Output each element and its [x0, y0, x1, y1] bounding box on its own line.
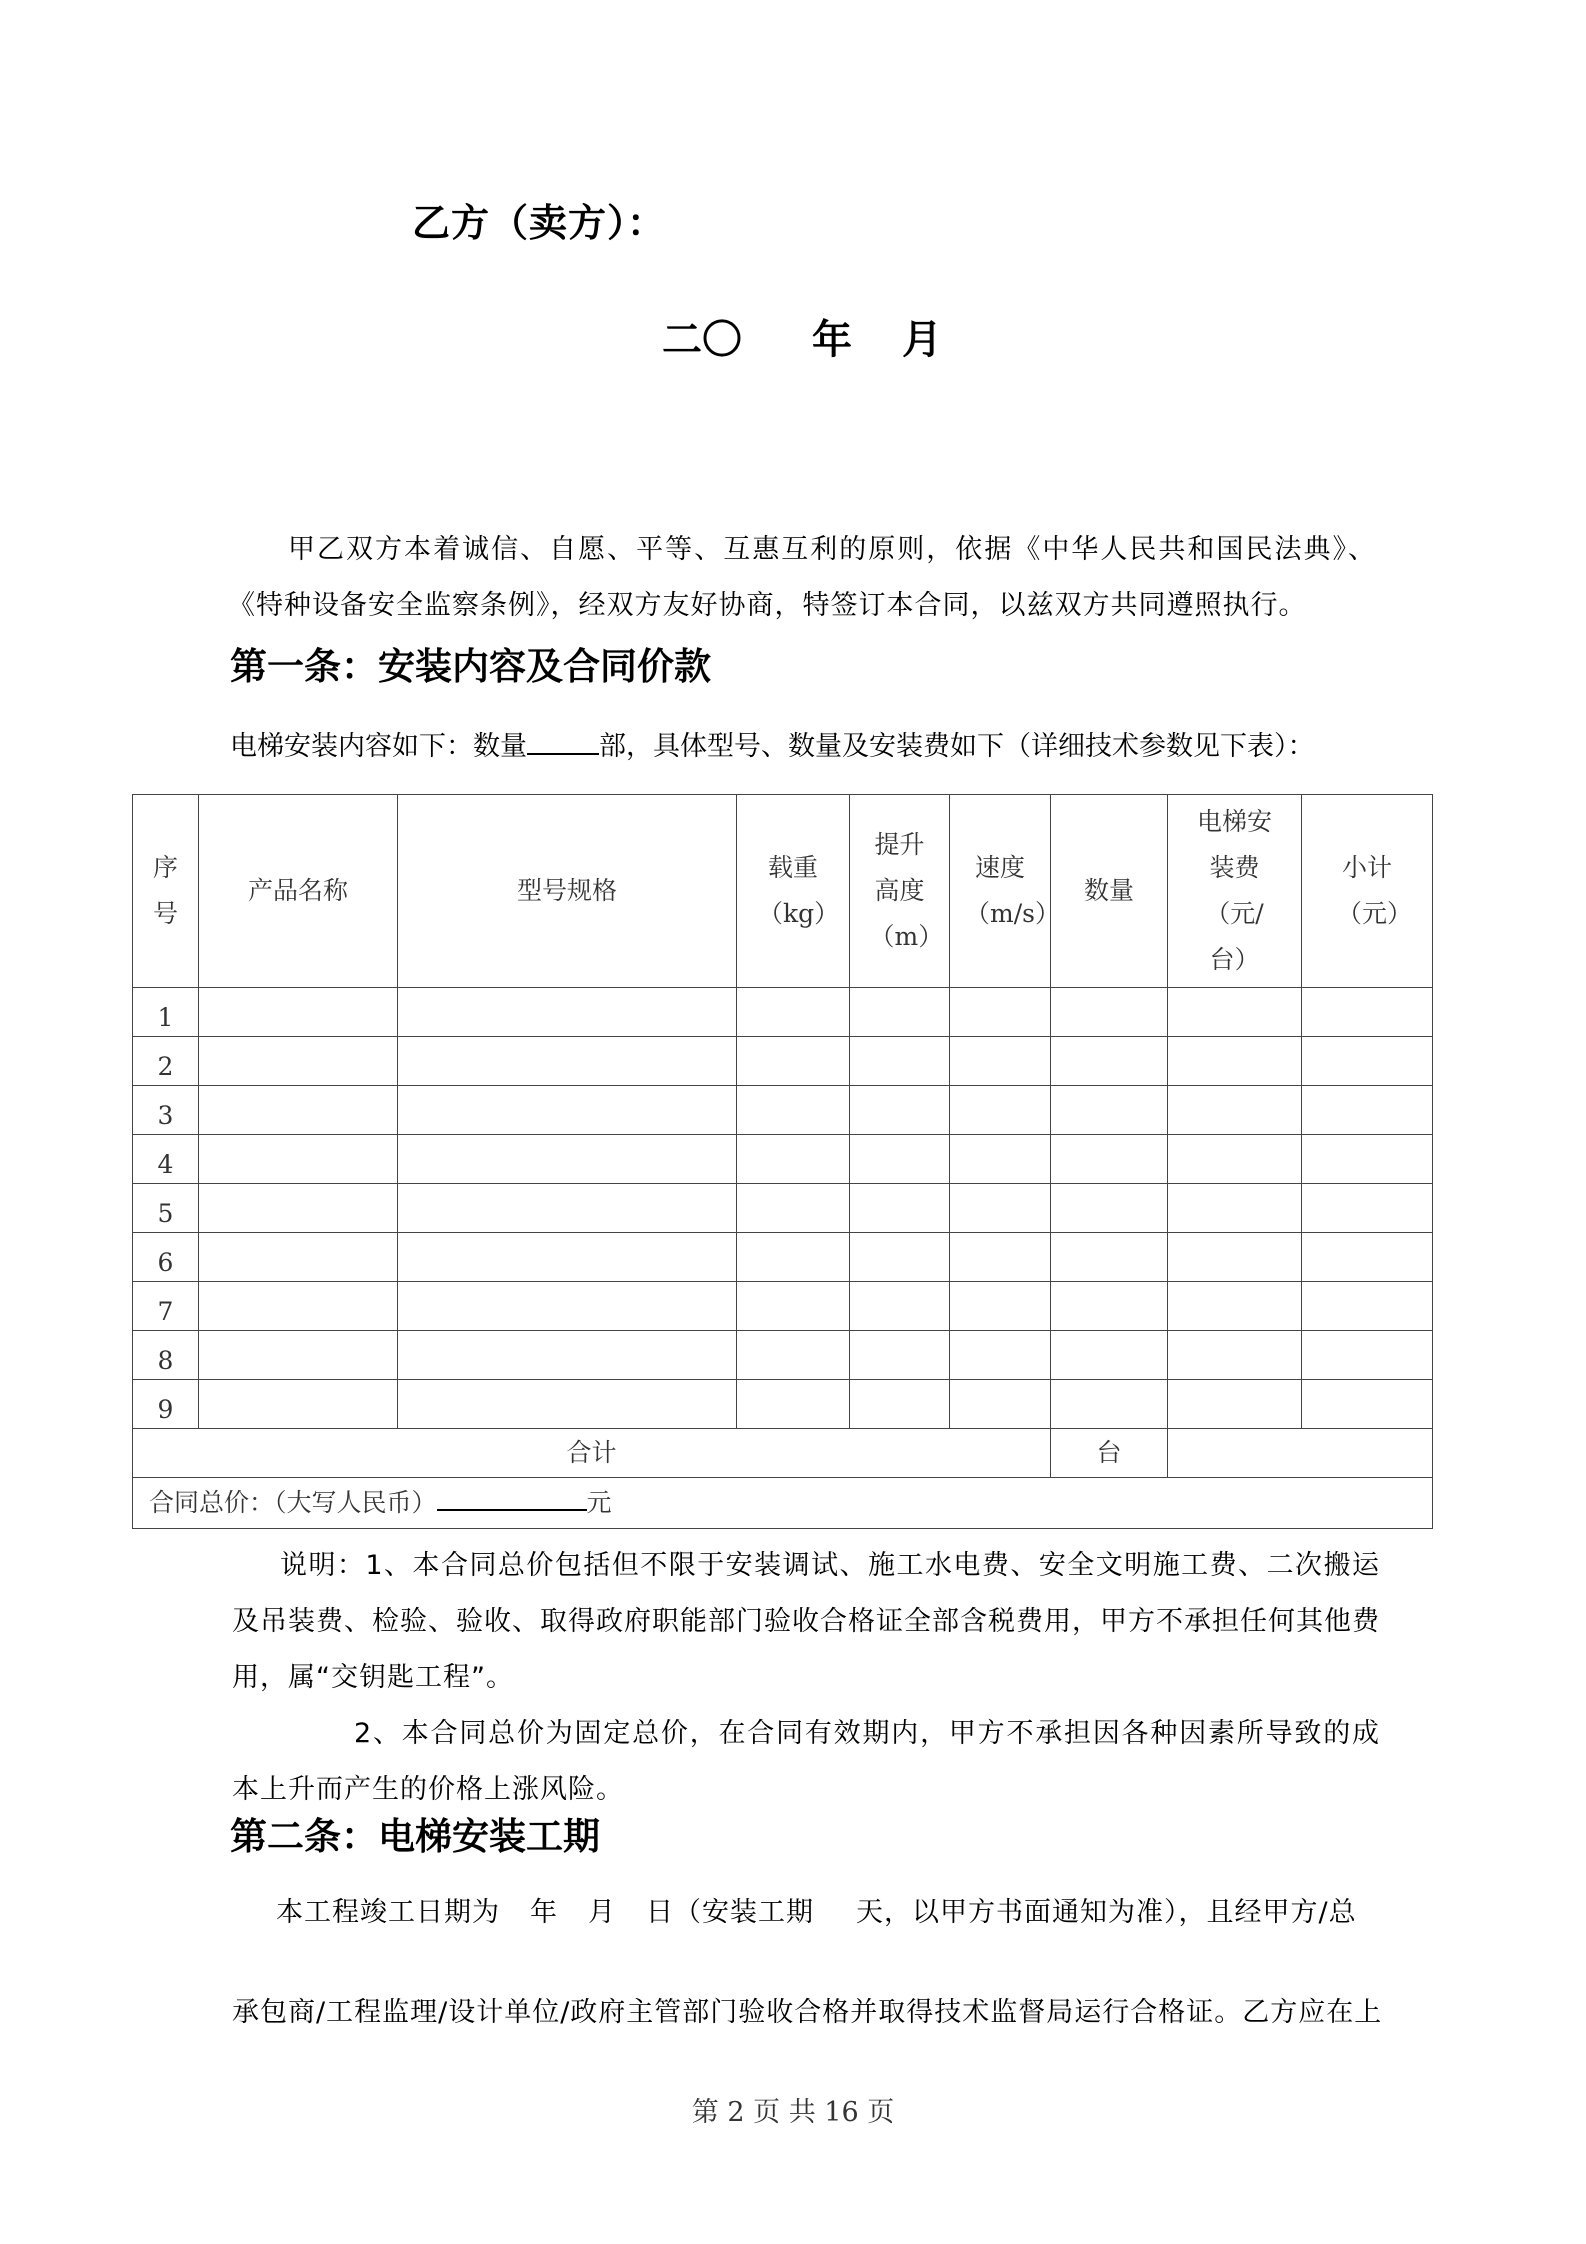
contract-price-row: [133, 1478, 1433, 1529]
page-footer: 第 2 页 共 16 页: [691, 2097, 895, 2128]
header-index: 序号: [133, 795, 199, 988]
header-model-spec: 型号规格: [398, 795, 737, 988]
contract-price-cell: [133, 1478, 1433, 1529]
intro-before: 电梯安装内容如下：数量: [230, 731, 527, 762]
table-row: [133, 1086, 1433, 1135]
total-value-cell[interactable]: [1168, 1429, 1433, 1478]
date-month: 月: [902, 317, 942, 363]
row-index: 1: [133, 988, 199, 1037]
row-index: 6: [133, 1233, 199, 1282]
header-lift-height: 提升高度（m）: [850, 795, 950, 988]
preamble: [228, 522, 1376, 634]
header-product-name: 产品名称: [199, 795, 398, 988]
article2-line-1: 本工程竣工日期为 年 月 日（安装工期 天，以甲方书面通知为准），且经甲方/总: [276, 1897, 1357, 1928]
row-index: 9: [133, 1380, 199, 1429]
header-subtotal: 小计（元）: [1302, 795, 1433, 988]
header-install-fee: 电梯安装费（元/台）: [1168, 795, 1302, 988]
article1-intro: [230, 724, 1315, 763]
row-index: 3: [133, 1086, 199, 1135]
row-index: 8: [133, 1331, 199, 1380]
table-header-row: [133, 795, 1433, 988]
table-row: [133, 1184, 1433, 1233]
table-row: [133, 988, 1433, 1037]
row-index: 4: [133, 1135, 199, 1184]
row-index: 5: [133, 1184, 199, 1233]
total-label: 合计: [133, 1429, 1051, 1478]
table-row: [133, 1282, 1433, 1331]
header-load: 载重（kg）: [737, 795, 850, 988]
row-index: 2: [133, 1037, 199, 1086]
date-year: 年: [812, 317, 852, 363]
row-index: 7: [133, 1282, 199, 1331]
table-row: [133, 1135, 1433, 1184]
header-quantity: 数量: [1051, 795, 1168, 988]
quantity-blank[interactable]: [527, 729, 599, 755]
table-row: [133, 1380, 1433, 1429]
header-speed: 速度（m/s）: [950, 795, 1051, 988]
article1-heading: 第一条：安装内容及合同价款: [230, 645, 711, 688]
note-1: 说明：1、本合同总价包括但不限于安装调试、施工水电费、安全文明施工费、二次搬运及吊装费、检验、验收、取得政府职能部门验收合格证全部含税费用，甲方不承担任何其他费用，属“交钥匙工程”。: [232, 1550, 1380, 1693]
contract-price-label: 合同总价：（大写人民币）: [149, 1488, 437, 1517]
note-2: 2、本合同总价为固定总价，在合同有效期内，甲方不承担因各种因素所导致的成本上升而产生的价格上涨风险。: [232, 1718, 1380, 1805]
preamble-text: 甲乙双方本着诚信、自愿、平等、互惠互利的原则，依据《中华人民共和国民法典》、《特种设备安全监察条例》，经双方友好协商，特签订本合同，以兹双方共同遵照执行。: [228, 534, 1376, 621]
total-unit: 台: [1051, 1429, 1168, 1478]
table-row: [133, 1037, 1433, 1086]
notes: [232, 1538, 1380, 1818]
contract-price-unit: 元: [586, 1488, 612, 1517]
installation-table: [132, 794, 1433, 1529]
table-row: [133, 1331, 1433, 1380]
article2-line-2: 承包商/工程监理/设计单位/政府主管部门验收合格并取得技术监督局运行合格证。乙方应在上: [232, 1997, 1383, 2028]
total-row: [133, 1429, 1433, 1478]
party-b-label: 乙方（卖方）：: [412, 201, 667, 245]
table-row: [133, 1233, 1433, 1282]
date-prefix: 二〇: [662, 317, 742, 363]
intro-after: 部，具体型号、数量及安装费如下（详细技术参数见下表）：: [599, 731, 1315, 762]
contract-price-blank[interactable]: [437, 1487, 587, 1511]
article2-heading: 第二条：电梯安装工期: [230, 1815, 600, 1858]
